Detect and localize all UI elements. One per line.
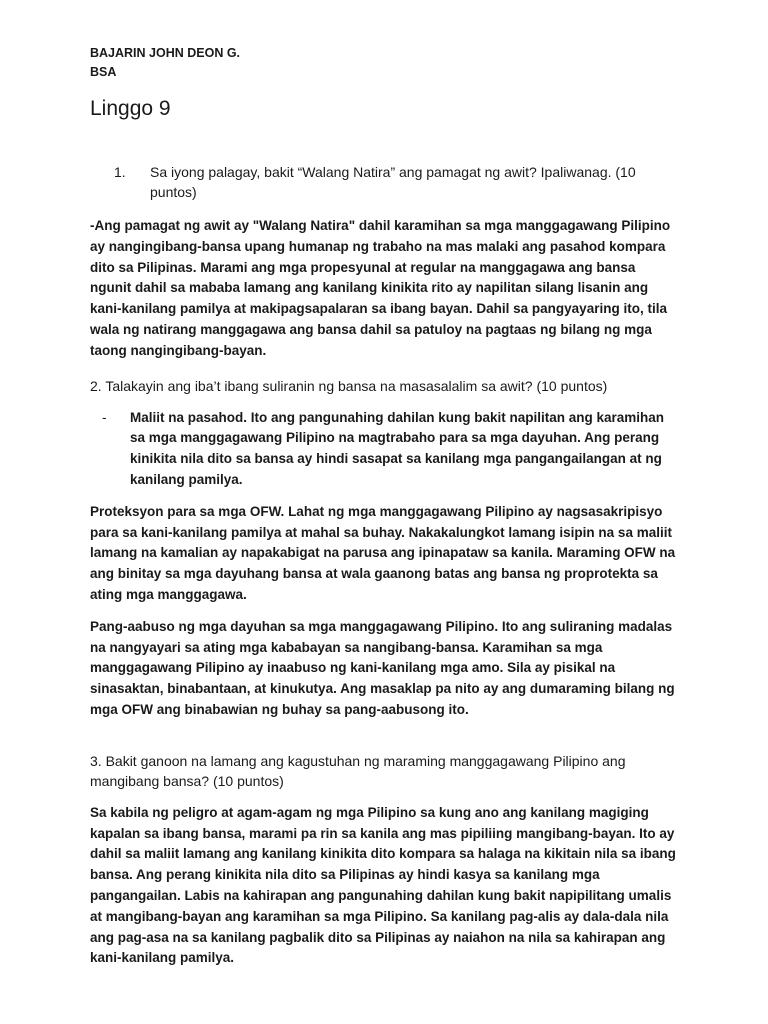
question-2-text: 2. Talakayin ang iba’t ibang suliranin ng bansa na masasalalim sa awit? (10 puntos) bbox=[90, 377, 608, 394]
answer-2-item-3: Pang-aabuso ng mga dayuhan sa mga manggagawang Pilipino. Ito ang suliraning madalas na nangyayari sa ating mga kababayan sa nangibang-bansa. Karamihan sa mga manggagawang Pilipino ay inaabuso ng kani-kanilang mga amo. Sila ay pisikal na sinasaktan, binabantaan, at kinukutya. Ang masaklap pa nito ay ang dumaraming bilang ng mga OFW ang binabawian ng buhay sa pang-aabusong ito. bbox=[90, 618, 675, 717]
question-1 bbox=[90, 162, 680, 202]
page-title: Linggo 9 bbox=[90, 97, 171, 120]
question-1-number: 1. bbox=[114, 164, 126, 180]
answer-1: -Ang pamagat ng awit ay "Walang Natira" dahil karamihan sa mga manggagawang Pilipino ay nangingibang-bansa upang humanap ng trabaho na mas malaki ang pasahod kompara dito sa Pilipinas. Marami ang mga propesyunal at regular na manggagawa ang bansa ngunit dahil sa mababa lamang ang kanilang kinikita rito ay napilitan silang lisanin ang kani-kanilang pamilya at makipagsapalaran sa ibang bayan. Dahil sa pangyayaring ito, tila wala ng natirang manggagawa ang bansa dahil sa patuloy na pagtaas ng bilang ng mga taong nangingibang-bayan. bbox=[90, 218, 671, 358]
question-3-text: 3. Bakit ganoon na lamang ang kagustuhan ng maraming manggagawang Pilipino ang mangibang bansa? (10 puntos) bbox=[90, 752, 626, 789]
list-dash: - bbox=[102, 409, 107, 425]
question-1-text: Sa iyong palagay, bakit “Walang Natira” ang pamagat ng awit? Ipaliwanag. (10 puntos) bbox=[150, 164, 636, 200]
answer-2-item-2: Proteksyon para sa mga OFW. Lahat ng mga manggagawang Pilipino ay nagsasakripisyo para sa kani-kanilang pamilya at mahal sa buhay. Nakakalungkot lamang isipin na sa maliit lamang na kamalian ay napakabigat na parusa ang ipinapataw sa kanila. Maraming OFW na ang binitay sa mga dayuhang bansa at wala gaanong batas ang bansa ng proprotekta sa ating mga manggagawa. bbox=[90, 503, 676, 602]
answer-3: Sa kabila ng peligro at agam-agam ng mga Pilipino sa kung ano ang kanilang magiging kapalan sa ibang bansa, marami pa rin sa kanila ang mas pipiliing mangibang-bayan. Ito ay dahil sa maliit lamang ang kanilang kinikita dito kompara sa halaga na kikitain nila sa ibang bansa. Ang perang kinikita nila dito sa Pilipinas ay hindi kasya sa kanilang mga pangangailan. Labis na kahirapan ang pangunahing dahilan kung bakit napipilitang umalis at mangibang-bayan ang karamihan sa mga Pilipino. Sa kanilang pag-alis ay dala-dala nila ang pag-asa na sa kanilang pagbalik dito sa Pilipinas ay naiahon na nila sa kahirapan ang kani-kanilang pamilya. bbox=[90, 804, 676, 966]
answer-2-item-1-text: Maliit na pasahod. Ito ang pangunahing dahilan kung bakit napilitan ang karamihan sa mga manggagawang Pilipino na magtrabaho para sa mga dayuhan. Ang perang kinikita nila dito sa bansa ay hindi sasapat sa kanilang mga pangangailangan at ng kanilang pamilya. bbox=[130, 409, 665, 487]
author-name: BAJARIN JOHN DEON G. bbox=[90, 46, 241, 60]
answer-2-item-1 bbox=[90, 408, 680, 491]
author-course: BSA bbox=[90, 65, 117, 79]
